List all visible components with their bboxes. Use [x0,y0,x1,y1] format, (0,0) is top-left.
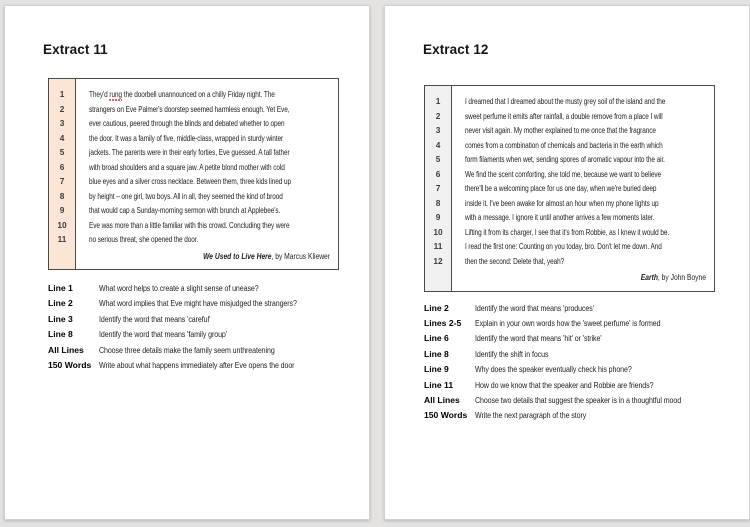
question-text: Why does the speaker eventually check his phone? [475,364,632,375]
extract-line: Eve was more than a little familiar with this crowd. Concluding they were [89,219,290,230]
page-extract-12 [384,5,750,520]
extract-lines [89,87,330,247]
question-text: Explain in your own words how the 'sweet perfume' is formed [475,317,661,328]
line-number: 2 [435,110,441,121]
question-label: Line 2 [424,302,449,313]
question-label: Lines 2-5 [424,317,462,328]
extract-line: the door. It was a family of five, middle-class, wrapped in sturdy winter [89,132,284,143]
line-number: 11 [57,234,67,244]
question-label: Line 3 [48,313,73,324]
extract-text-area [452,86,714,291]
attribution-author: , by Marcus Kliewer [271,250,330,261]
line-number: 7 [59,176,65,186]
question-row [424,408,721,423]
question-text: Choose three details make the family seem unthreatening [99,344,275,355]
question-label: All Lines [424,394,460,405]
extract-line: with a message. I ignore it until another arrives a few moments later. [465,212,655,222]
extract-line: Lifting it from its charger, I see that it's from Robbie, as I knew it would be. [465,226,670,237]
extract-line: ever cautious, peered through the blinds and debated whether to open [89,118,285,128]
question-label: Line 1 [48,283,73,293]
line-number: 1 [435,96,441,106]
extract-line: I read the first one: Counting on you today, bro. Don't let me down. And [465,241,662,251]
line-number: 9 [59,205,65,215]
question-text: Identify the word that means 'hit' or 'strike' [475,333,602,344]
line-number: 6 [435,168,441,179]
line-number: 4 [59,132,65,143]
attribution-author: , by John Boyne [657,272,706,282]
extract-line: comes from a combination of chemicals and bacteria in the earth which [465,139,663,150]
line-number: 5 [435,154,441,164]
page-extract-11 [4,5,370,520]
question-row [48,358,341,373]
attribution-title: Earth [640,272,658,282]
line-number: 1 [59,89,65,99]
extract-box [424,85,715,292]
line-number: 7 [435,183,441,193]
extract-text-area [76,79,338,269]
extract-line: no serious threat, she opened the door. [89,234,199,244]
question-row [424,301,721,316]
extract-line: never visit again. My mother explained to me once that the fragrance [465,125,656,135]
question-row [48,312,341,327]
extract-line: I dreamed that I dreamed about the musty grey soil of the island and the [465,96,666,106]
question-row [48,327,341,342]
question-label: All Lines [48,344,84,355]
line-number: 3 [435,125,441,135]
attribution [142,249,330,264]
extract-line: They'd rung the doorbell unannounced on a chilly Friday night. The [89,89,275,99]
question-row [424,393,721,408]
spellcheck-marked-word: rung [109,89,123,99]
line-number: 8 [59,190,65,201]
line-number: 11 [433,241,443,251]
extract-box [48,78,339,270]
page-title: Extract 12 [423,42,489,57]
question-row [424,362,721,377]
line-number: 9 [435,212,441,222]
question-text: Identify the word that means 'produces' [475,302,594,313]
question-text: Choose two details that suggest the speaker is in a thoughtful mood [475,394,682,405]
question-row [424,331,721,346]
line-number: 8 [435,197,441,208]
question-text: What word implies that Eve might have misjudged the strangers? [99,298,297,309]
extract-lines [465,94,706,268]
extract-line: there'll be a welcoming place for us one day, when we're buried deep [465,183,657,193]
question-label: Line 8 [424,348,449,359]
line-number: 6 [59,161,65,172]
question-text: Identify the word that means 'family group' [99,329,228,340]
line-number: 2 [59,103,65,114]
question-text: What word helps to create a slight sense of unease? [99,283,259,293]
extract-line: jackets. The parents were in their early forties, Eve guessed. A tall father [89,147,290,157]
line-number: 5 [59,147,65,157]
question-text: How do we know that the speaker and Robbie are friends? [475,379,654,390]
question-text: Identify the word that means 'careful' [99,313,211,324]
line-number: 10 [57,219,67,230]
question-row [424,378,721,393]
page-title: Extract 11 [43,42,108,57]
question-row [48,281,341,296]
extract-line: blue eyes and a silver cross necklace. Between them, three kids lined up [89,176,292,186]
extract-line: inside it. I've been awake for almost an hour when my phone lights up [465,197,659,208]
question-text: Write about what happens immediately after Eve opens the door [99,360,295,371]
question-label: Line 9 [424,364,449,375]
question-text: Write the next paragraph of the story [475,410,587,421]
line-number: 3 [59,118,65,128]
question-row [48,296,341,311]
question-row [48,343,341,358]
extract-line: We find the scent comforting, she told me, because we want to believe [465,168,662,179]
question-list [48,281,341,373]
attribution [518,270,706,285]
question-text: Identify the shift in focus [475,348,549,359]
line-number: 10 [433,226,443,237]
extract-line: strangers on Eve Palmer's doorstep seemed harmless enough. Yet Eve, [89,103,290,114]
extract-line: then the second: Delete that, yeah? [465,255,565,266]
attribution-title: We Used to Live Here [203,250,272,261]
question-label: Line 8 [48,329,73,340]
extract-line: form filaments when wet, sending spores of aromatic vapour into the air. [465,154,665,164]
question-row [424,347,721,362]
question-label: Line 11 [424,379,454,390]
extract-line: by height – one girl, two boys. All in all, they seemed the kind of brood [89,190,283,201]
question-label: Line 6 [424,333,449,344]
question-row [424,316,721,331]
extract-line: with broad shoulders and a square jaw. A petite blond mother with cold [89,161,285,172]
extract-line: sweet perfume it emits after rainfall, a double remove from a place I will [465,110,663,121]
line-number: 12 [433,255,443,266]
question-label: Line 2 [48,298,73,309]
question-list [424,301,721,424]
line-number-gutter [49,79,76,269]
extract-line: that would cap a Sunday-morning sermon with brunch at Applebee's. [89,205,281,215]
question-label: 150 Words [424,410,468,421]
question-label: 150 Words [48,360,92,371]
line-number: 4 [435,139,441,150]
line-number-gutter [425,86,452,291]
